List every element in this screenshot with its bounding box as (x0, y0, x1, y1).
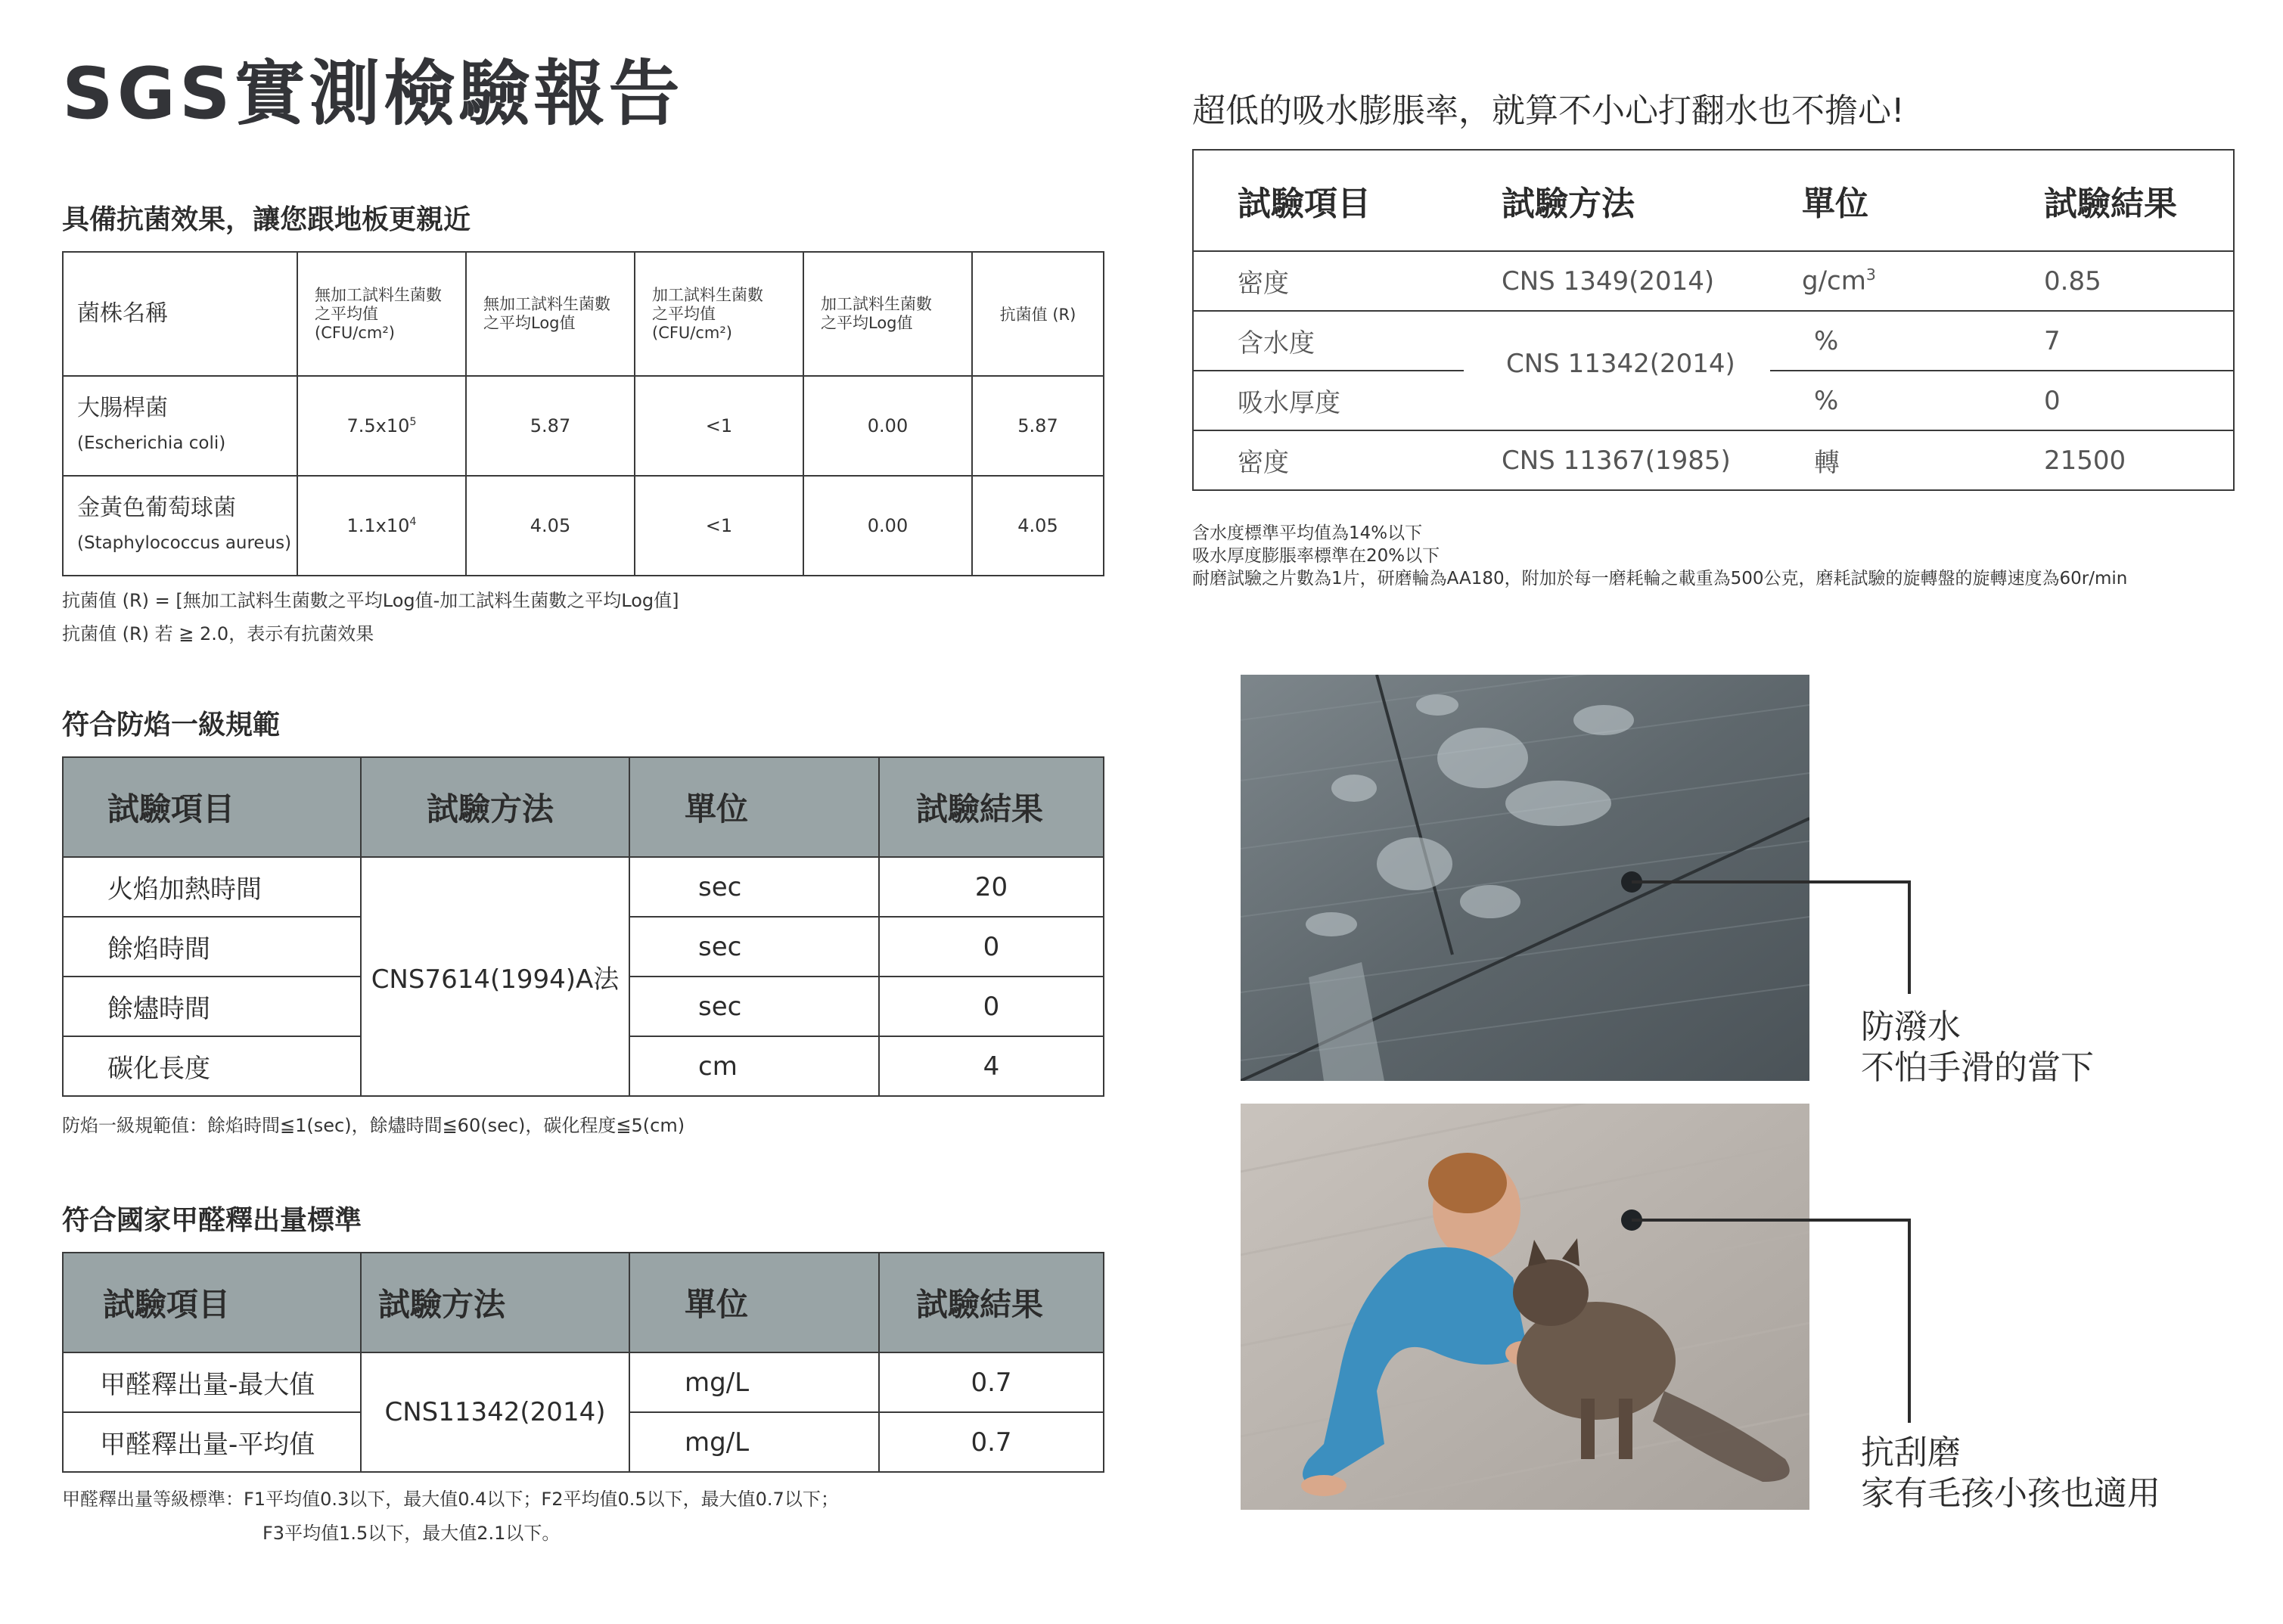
unit-cell: % (1770, 311, 2006, 371)
header-unit: 單位 (629, 757, 879, 857)
header-item: 試驗項目 (1193, 150, 1464, 251)
callout-scratchproof (1861, 1433, 2160, 1514)
header-result: 試驗結果 (879, 757, 1104, 857)
formaldehyde-table (62, 1252, 1104, 1473)
header-item: 試驗項目 (63, 1253, 361, 1352)
table-header-row (63, 757, 1104, 857)
strain-sci-name: (Escherichia coli) (77, 433, 226, 453)
unit-cell: sec (629, 917, 879, 977)
header-unit: 單位 (1770, 150, 2006, 251)
flame-table (62, 756, 1104, 1097)
water-table (1192, 149, 2235, 491)
table-header-row (1193, 150, 2234, 251)
item-cell: 甲醛釋出量-最大值 (63, 1352, 361, 1412)
method-cell: CNS7614(1994)A法 (361, 857, 629, 1096)
result-cell: 0 (879, 917, 1104, 977)
header-method: 試驗方法 (361, 757, 629, 857)
header-r-value: 抗菌值 (R) (972, 252, 1104, 376)
result-cell: 7 (2006, 311, 2234, 371)
antibacterial-note-2: 抗菌值 (R) 若 ≧ 2.0，表示有抗菌效果 (62, 623, 374, 644)
unit-cell: mg/L (629, 1412, 879, 1472)
untreated-avg-cell (297, 376, 466, 476)
strain-cell (63, 476, 297, 576)
r-value-cell: 5.87 (972, 376, 1104, 476)
unit-cell: cm (629, 1036, 879, 1096)
callout-splashproof (1861, 1007, 2094, 1088)
table-row (1193, 251, 2234, 311)
result-cell: 4 (879, 1036, 1104, 1096)
water-note-2: 吸水厚度膨脹率標準在20%以下 (1192, 546, 1440, 566)
item-cell: 密度 (1193, 430, 1464, 490)
strain-name: 大腸桿菌 (77, 395, 168, 421)
strain-cell (63, 376, 297, 476)
table-row (63, 1352, 1104, 1412)
callout-scratchproof-title: 抗刮磨 (1861, 1433, 1961, 1472)
water-heading: 超低的吸水膨脹率，就算不小心打翻水也不擔心! (1192, 92, 1905, 130)
wet-floor-image (1241, 675, 1809, 1081)
untreated-avg-cell (297, 476, 466, 576)
untreated-log-cell: 4.05 (466, 476, 635, 576)
unit-cell: mg/L (629, 1352, 879, 1412)
callout-line-top-h (1632, 880, 1911, 883)
untreated-log-cell: 5.87 (466, 376, 635, 476)
method-cell: CNS 11367(1985) (1464, 430, 1770, 490)
unit-cell: % (1770, 371, 2006, 430)
formaldehyde-heading: 符合國家甲醛釋出量標準 (62, 1205, 362, 1236)
unit-cell: sec (629, 977, 879, 1036)
table-row (63, 376, 1104, 476)
child-and-cat-image (1241, 1104, 1809, 1510)
item-cell: 吸水厚度 (1193, 371, 1464, 430)
header-result: 試驗結果 (2006, 150, 2234, 251)
callout-splashproof-title: 防潑水 (1861, 1008, 1961, 1046)
header-item: 試驗項目 (63, 757, 361, 857)
method-cell (1464, 371, 1770, 430)
unit-superscript: 3 (1865, 265, 1876, 284)
treated-log-cell: 0.00 (803, 376, 972, 476)
untreated-avg-base: 1.1x10 (346, 515, 410, 536)
page-title: SGS實測檢驗報告 (62, 53, 684, 135)
child-cat-photo (1241, 1104, 1809, 1510)
antibacterial-table (62, 251, 1104, 576)
header-untreated-log: 無加工試料生菌數 之平均Log值 (466, 252, 635, 376)
formaldehyde-note-1: 甲醛釋出量等級標準：F1平均值0.3以下，最大值0.4以下；F2平均值0.5以下，最大值0.7以下； (62, 1489, 839, 1510)
callout-line-bottom-h (1632, 1219, 1911, 1222)
merged-method-label: CNS 11342(2014) (1502, 349, 1740, 379)
untreated-avg-exp: 5 (409, 416, 417, 428)
header-treated-log: 加工試料生菌數 之平均Log值 (803, 252, 972, 376)
callout-scratchproof-subtitle: 家有毛孩小孩也適用 (1861, 1474, 2160, 1513)
formaldehyde-note-2: F3平均值1.5以下，最大值2.1以下。 (262, 1523, 561, 1544)
strain-name: 金黃色葡萄球菌 (77, 495, 236, 521)
header-treated-avg: 加工試料生菌數 之平均值 (CFU/cm²) (635, 252, 803, 376)
callout-line-top-v (1908, 880, 1911, 994)
result-cell: 0.7 (879, 1352, 1104, 1412)
header-method: 試驗方法 (1464, 150, 1770, 251)
unit-cell (1770, 251, 2006, 311)
table-row (63, 476, 1104, 576)
result-cell: 21500 (2006, 430, 2234, 490)
callout-line-bottom-v (1908, 1219, 1911, 1423)
method-cell: CNS11342(2014) (361, 1352, 629, 1472)
header-method: 試驗方法 (361, 1253, 629, 1352)
result-cell: 20 (879, 857, 1104, 917)
table-header-row (63, 1253, 1104, 1352)
table-header-row (63, 252, 1104, 376)
header-strain: 菌株名稱 (63, 252, 297, 376)
r-value-cell: 4.05 (972, 476, 1104, 576)
unit-text: g/cm (1802, 265, 1866, 297)
item-cell: 甲醛釋出量-平均值 (63, 1412, 361, 1472)
item-cell: 火焰加熱時間 (63, 857, 361, 917)
untreated-avg-exp: 4 (409, 516, 417, 528)
water-note-1: 含水度標準平均值為14%以下 (1192, 523, 1423, 543)
flame-heading: 符合防焰一級規範 (62, 710, 281, 741)
water-spill-photo (1241, 675, 1809, 1081)
result-cell: 0.85 (2006, 251, 2234, 311)
antibacterial-heading: 具備抗菌效果，讓您跟地板更親近 (62, 204, 471, 235)
treated-avg-cell: <1 (635, 376, 803, 476)
untreated-avg-base: 7.5x10 (346, 415, 410, 436)
item-cell: 密度 (1193, 251, 1464, 311)
unit-cell: sec (629, 857, 879, 917)
antibacterial-note-1: 抗菌值 (R) = [無加工試料生菌數之平均Log值-加工試料生菌數之平均Log值] (62, 590, 679, 611)
table-row (1193, 371, 2234, 430)
header-unit: 單位 (629, 1253, 879, 1352)
table-row (63, 857, 1104, 917)
item-cell: 含水度 (1193, 311, 1464, 371)
header-untreated-avg: 無加工試料生菌數 之平均值 (CFU/cm²) (297, 252, 466, 376)
flame-note: 防焰一級規範值：餘焰時間≦1(sec)，餘燼時間≦60(sec)，碳化程度≦5(cm) (62, 1115, 685, 1136)
treated-log-cell: 0.00 (803, 476, 972, 576)
callout-splashproof-subtitle: 不怕手滑的當下 (1861, 1048, 2094, 1087)
result-cell: 0 (879, 977, 1104, 1036)
item-cell: 餘焰時間 (63, 917, 361, 977)
unit-cell: 轉 (1770, 430, 2006, 490)
method-cell: CNS 1349(2014) (1464, 251, 1770, 311)
result-cell: 0.7 (879, 1412, 1104, 1472)
water-note-3: 耐磨試驗之片數為1片，研磨輪為AA180，附加於每一磨耗輪之載重為500公克，磨耗試驗的旋轉盤的旋轉速度為60r/min (1192, 569, 2128, 588)
header-result: 試驗結果 (879, 1253, 1104, 1352)
item-cell: 餘燼時間 (63, 977, 361, 1036)
item-cell: 碳化長度 (63, 1036, 361, 1096)
strain-sci-name: (Staphylococcus aureus) (77, 533, 292, 553)
treated-avg-cell: <1 (635, 476, 803, 576)
result-cell: 0 (2006, 371, 2234, 430)
table-row (1193, 430, 2234, 490)
